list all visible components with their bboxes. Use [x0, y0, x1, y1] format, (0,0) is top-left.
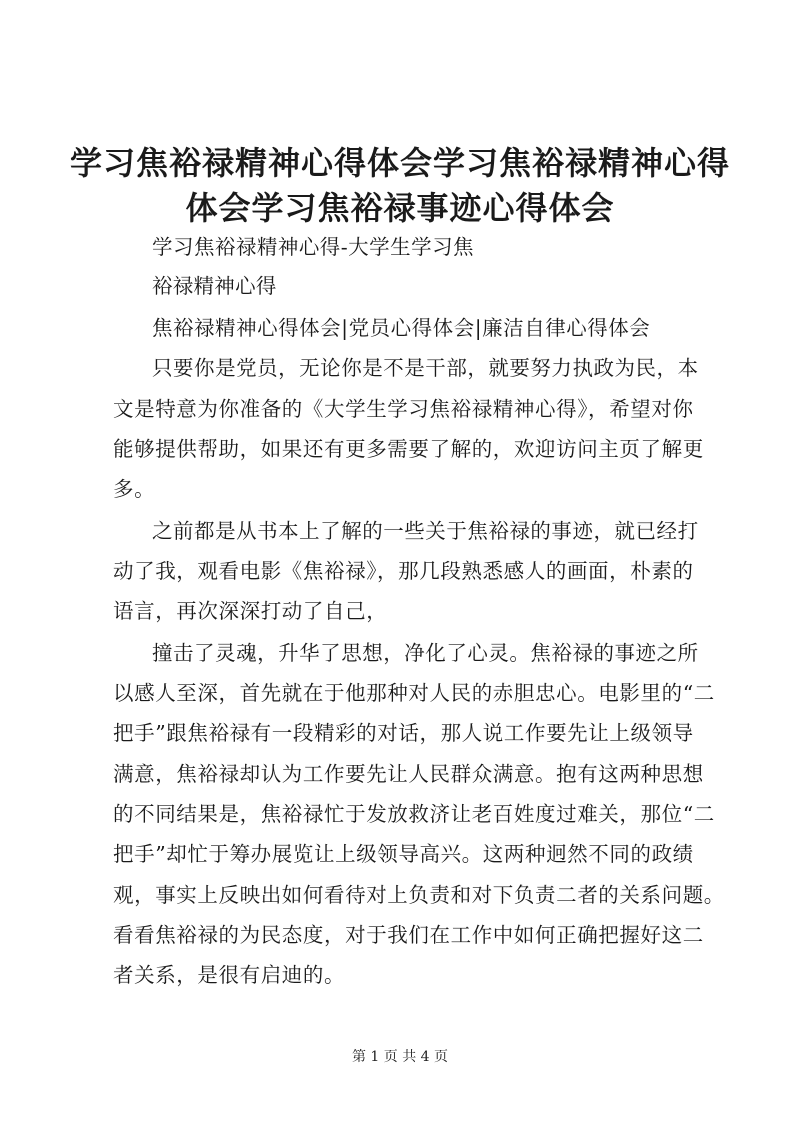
body-line: 焦裕禄精神心得体会|党员心得体会|廉洁自律心得体会	[152, 316, 651, 340]
document-title-line-1: 学习焦裕禄精神心得体会学习焦裕禄精神心得	[69, 144, 730, 182]
body-line: 把手”跟焦裕禄有一段精彩的对话，那人说工作要先让上级领导	[113, 721, 694, 745]
body-line: 把手”却忙于筹办展览让上级领导高兴。这两种迥然不同的政绩	[113, 842, 694, 866]
body-line: 之前都是从书本上了解的一些关于焦裕禄的事迹，就已经打	[152, 519, 699, 543]
body-line: 只要你是党员，无论你是不是干部，就要努力执政为民，本	[152, 356, 699, 380]
body-line: 满意，焦裕禄却认为工作要先让人民群众满意。抱有这两种思想	[113, 762, 704, 786]
body-line: 语言，再次深深打动了自己，	[113, 599, 388, 623]
body-line: 文是特意为你准备的《大学生学习焦裕禄精神心得》，希望对你	[113, 397, 694, 421]
body-line: 观，事实上反映出如何看待对上负责和对下负责二者的关系问题。	[113, 883, 725, 907]
body-line: 学习焦裕禄精神心得-大学生学习焦	[152, 235, 475, 259]
body-line: 以感人至深，首先就在于他那种对人民的赤胆忠心。电影里的“二	[113, 681, 715, 705]
body-line: 撞击了灵魂，升华了思想，净化了心灵。焦裕禄的事迹之所	[152, 641, 699, 665]
body-line: 者关系，是很有启迪的。	[113, 963, 346, 987]
page-footer: 第 1 页 共 4 页	[351, 1049, 449, 1065]
document-title-line-2: 体会学习焦裕禄事迹心得体会	[185, 189, 615, 227]
body-line: 动了我，观看电影《焦裕禄》，那几段熟悉感人的画面，朴素的	[113, 559, 694, 583]
body-line: 多。	[113, 477, 156, 501]
body-line: 看看焦裕禄的为民态度，对于我们在工作中如何正确把握好这二	[113, 923, 704, 947]
body-line: 裕禄精神心得	[152, 274, 277, 298]
body-line: 的不同结果是，焦裕禄忙于发放救济让老百姓度过难关，那位“二	[113, 802, 715, 826]
body-line: 能够提供帮助，如果还有更多需要了解的，欢迎访问主页了解更	[113, 437, 704, 461]
